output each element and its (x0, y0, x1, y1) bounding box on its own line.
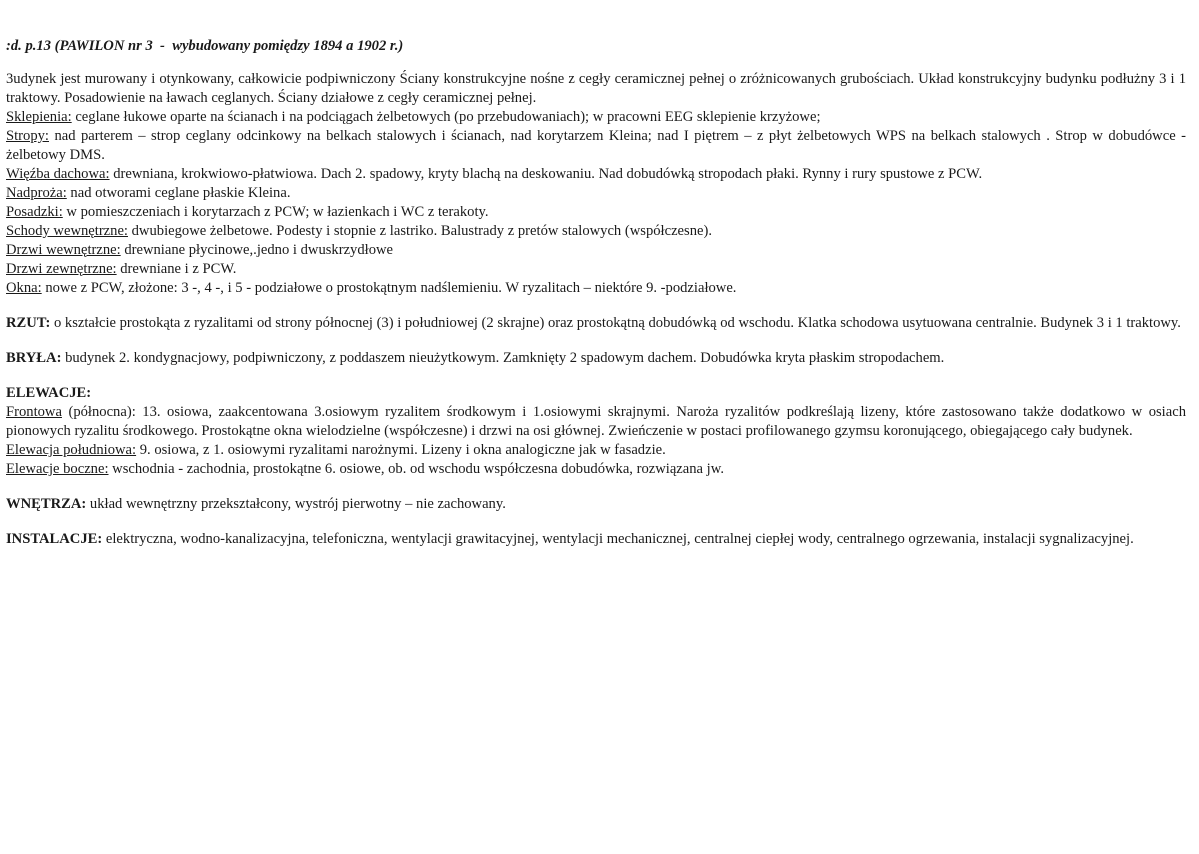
section-text: elektryczna, wodno-kanalizacyjna, telefoniczna, wentylacji grawitacyjnej, wentylacji mechanicznej, centralnej ciepłej wody, centralnego ogrzewania, instalacji sygnalizacyjnej. (102, 531, 1134, 547)
section-text: budynek 2. kondygnacjowy, podpiwniczony, z poddaszem nieużytkowym. Zamknięty 2 spadowym dachem. Dobudówka kryta płaskim stropodachem. (61, 350, 945, 366)
section-label: INSTALACJE: (6, 531, 103, 547)
item-text: w pomieszczeniach i korytarzach z PCW; w łazienkach i WC z terakoty. (62, 204, 489, 220)
spacer (6, 298, 1186, 314)
item-label: Schody wewnętrzne: (6, 223, 128, 239)
item-text: (północna): 13. osiowa, zaakcentowana 3.osiowym ryzalitem środkowym i 1.osiowymi skrajnymi. Naroża ryzalitów podkreślają lizeny, które zastosowano także dodatkowo w osiach pionowych ryzalitu środkowego. Prostokątne okna wielodzielne (współczesne) i drzwi na osi głównej. Zwieńczenie w postaci profilowanego gzymsu koronującego, obiegającego cały budynek. (6, 404, 1186, 439)
item-drzwi-wewnetrzne (6, 241, 1186, 260)
spacer (6, 514, 1186, 530)
item-text: nad otworami ceglane płaskie Kleina. (66, 185, 291, 201)
item-text: nad parterem – strop ceglany odcinkowy na belkach stalowych i ścianach, nad korytarzem Kleina; nad I piętrem – z płyt żelbetowych WPS na belkach stalowych . Strop w dobudówce - żelbetowy DMS. (6, 128, 1186, 163)
item-text: ceglane łukowe oparte na ścianach i na podciągach żelbetowych (po przebudowaniach); w pracowni EEG sklepienie krzyżowe; (71, 109, 821, 125)
item-text: wschodnia - zachodnia, prostokątne 6. osiowe, ob. od wschodu współczesna dobudówka, rozwiązana jw. (108, 461, 724, 477)
item-label: Elewacja południowa: (6, 442, 137, 458)
bryla-section (6, 349, 1186, 368)
spacer (6, 368, 1186, 384)
item-sklepienia (6, 108, 1186, 127)
section-text: o kształcie prostokąta z ryzalitami od strony północnej (3) i południowej (2 skrajne) oraz prostokątną dobudówką od wschodu. Klatka schodowa usytuowana centralnie. Budynek 3 i 1 traktowy. (50, 315, 1181, 331)
rzut-section (6, 314, 1186, 333)
wnetrza-section (6, 495, 1186, 514)
item-okna (6, 279, 1186, 298)
document-title: :d. p.13 (PAWILON nr 3 - wybudowany pomiędzy 1894 a 1902 r.) (6, 38, 404, 54)
section-label: BRYŁA: (6, 350, 62, 366)
spacer (6, 333, 1186, 349)
item-text: 9. osiowa, z 1. osiowymi ryzalitami narożnymi. Lizeny i okna analogiczne jak w fasadzie. (136, 442, 666, 458)
section-label: WNĘTRZA: (6, 496, 87, 512)
item-label: Więźba dachowa: (6, 166, 110, 182)
item-label: Frontowa (6, 404, 62, 420)
elewacja-frontowa (6, 403, 1186, 441)
intro-paragraph: 3udynek jest murowany i otynkowany, całkowicie podpiwniczony Ściany konstrukcyjne nośne z cegły ceramicznej pełnej o zróżnicowanych grubościach. Układ konstrukcyjny budynku podłużny 3 i 1 traktowy. Posadowienie na ławach ceglanych. Ściany działowe z cegły ceramicznej pełnej. (6, 71, 1186, 106)
item-label: Nadproża: (6, 185, 67, 201)
elewacje-boczne (6, 460, 1186, 479)
item-label: Stropy: (6, 128, 49, 144)
document-body (6, 37, 1186, 549)
item-text: dwubiegowe żelbetowe. Podesty i stopnie z lastriko. Balustrady z pretów stalowych (współczesne). (127, 223, 712, 239)
item-text: drewniane płycinowe,.jedno i dwuskrzydłowe (120, 242, 394, 258)
item-stropy (6, 127, 1186, 165)
item-text: nowe z PCW, złożone: 3 -, 4 -, i 5 - podziałowe o prostokątnym nadślemieniu. W ryzalitach – niektóre 9. -podziałowe. (41, 280, 737, 296)
instalacje-section (6, 530, 1186, 549)
spacer (6, 479, 1186, 495)
elewacje-section (6, 384, 1186, 479)
elewacja-poludniowa (6, 441, 1186, 460)
item-drzwi-zewnetrzne (6, 260, 1186, 279)
item-text: drewniana, krokwiowo-płatwiowa. Dach 2. spadowy, kryty blachą na deskowaniu. Nad dobudówką stropodach płaki. Rynny i rury spustowe z PCW. (109, 166, 983, 182)
item-label: Okna: (6, 280, 42, 296)
item-label: Elewacje boczne: (6, 461, 109, 477)
construction-items (6, 108, 1186, 298)
item-text: drewniane i z PCW. (116, 261, 237, 277)
item-posadzki (6, 203, 1186, 222)
section-label: RZUT: (6, 315, 51, 331)
item-wiezba (6, 165, 1186, 184)
item-schody (6, 222, 1186, 241)
item-label: Drzwi zewnętrzne: (6, 261, 117, 277)
item-label: Sklepienia: (6, 109, 72, 125)
item-label: Posadzki: (6, 204, 63, 220)
section-heading: ELEWACJE: (6, 385, 92, 401)
item-label: Drzwi wewnętrzne: (6, 242, 121, 258)
item-nadproza (6, 184, 1186, 203)
section-text: układ wewnętrzny przekształcony, wystrój pierwotny – nie zachowany. (86, 496, 506, 512)
